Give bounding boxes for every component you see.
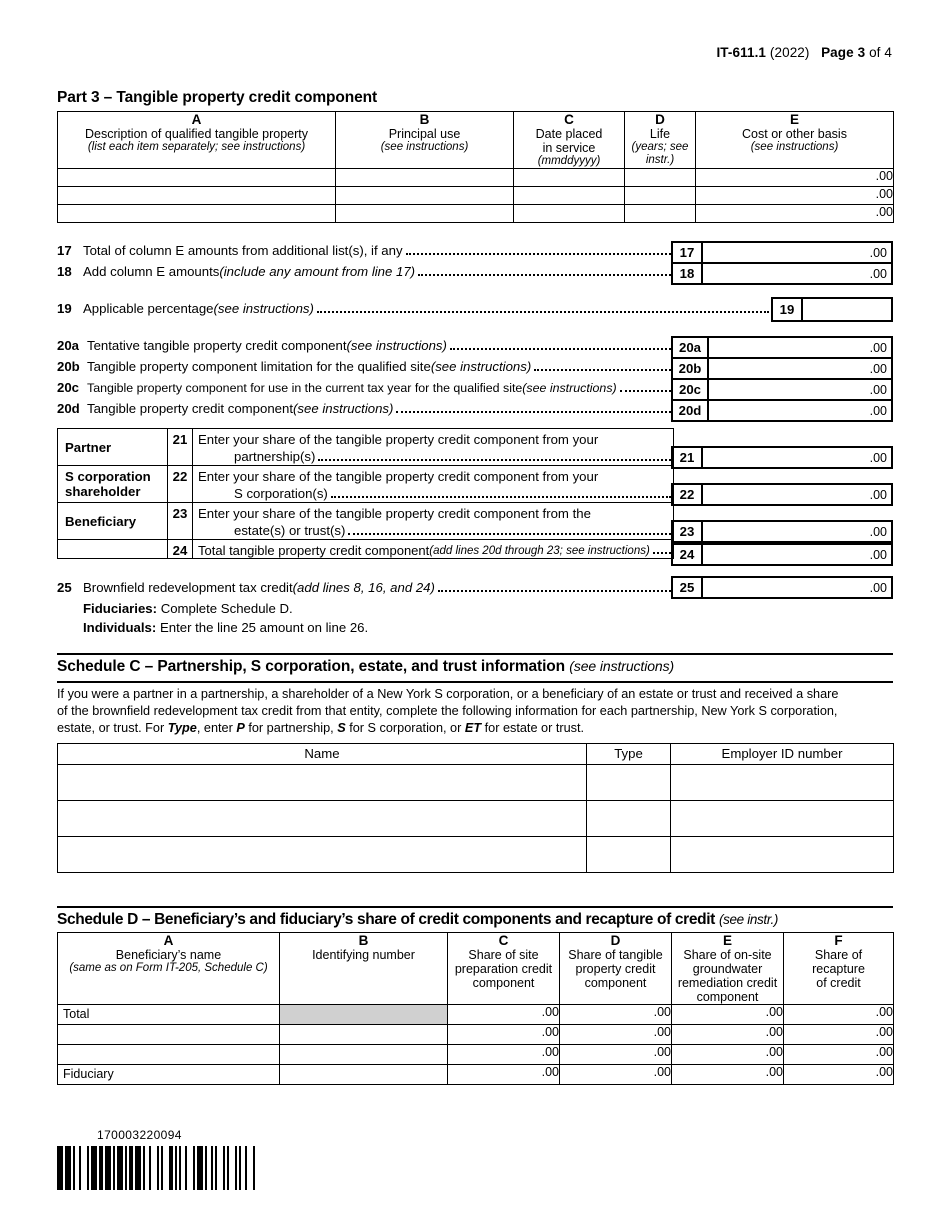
schedule-c-title-text: Schedule C – Partnership, S corporation, estate, and trust information [57,658,566,675]
line-25-tag: 25 [673,578,703,597]
schedule-d-header-row [58,933,894,1005]
col-letter-a: A [191,112,202,127]
col-header-e [696,112,894,169]
col-name-c-line2: in service [542,141,596,156]
sd-col-letter-f: F [834,933,843,948]
share-desc-21-line2: partnership(s) [234,449,316,465]
part3-title: Part 3 – Tangible property credit component [57,89,378,106]
cell-entity-name[interactable] [58,837,587,873]
intro-3d: for S corporation, or [345,721,465,736]
line-24-italic: (add lines 20d through 23; see instructions) [429,545,650,558]
individuals-label: Individuals: [83,620,157,635]
line-19-number: 19 [57,301,72,317]
line-20d-row [57,402,673,417]
share-row-beneficiary [58,503,674,540]
cell-date-placed[interactable] [514,186,625,204]
page-header [716,45,892,60]
share-number-22: 22 [168,466,193,503]
line-20b-value[interactable]: .00 [869,362,887,376]
line-20a-italic: (see instructions) [346,338,447,354]
sd-col-header-a [58,933,280,1005]
dot-leader [317,302,769,313]
sd-col-name-b: Identifying number [312,948,415,963]
sd-col-header-c [448,933,560,1005]
schedule-c-title [57,658,674,676]
sd-col-letter-d: D [610,933,621,948]
line-25-text: Brownfield redevelopment tax credit [83,580,293,596]
share-row-partner [58,429,674,466]
col-sub-d: (years; see instr.) [631,141,689,166]
line-19-text: Applicable percentage [83,301,214,317]
line-25-italic: (add lines 8, 16, and 24) [292,580,435,596]
schedule-c-divider [57,653,893,655]
individuals-text: Enter the line 25 amount on line 26. [156,620,369,635]
line-18-tag: 18 [673,264,703,283]
schedule-c-col-ein: Employer ID number [671,744,894,765]
sd-col-c-line3: component [472,976,535,991]
line-20c-box[interactable] [671,378,893,401]
cell-cost-basis[interactable]: .00 [696,168,894,186]
cell-entity-name[interactable] [58,801,587,837]
part3-property-table [57,111,894,223]
col-name-d: Life [649,127,671,142]
line-25-value[interactable]: .00 [869,581,887,595]
cell-entity-name[interactable] [58,765,587,801]
line-25-row [57,581,673,596]
share-label-scorp-line2: shareholder [65,484,141,499]
dot-leader [418,265,671,276]
schedule-c-title-italic: (see instructions) [569,658,675,674]
intro-3e: for estate or trust. [481,721,585,736]
intro-3b: , enter [196,721,237,736]
line-20d-box[interactable] [671,399,893,422]
schedule-c-underline [57,681,893,683]
line-22-value[interactable]: .00 [869,488,887,502]
sd-col-e-line2: groundwater [692,962,763,977]
line-18-value[interactable]: .00 [869,267,887,281]
line-20d-text: Tangible property credit component [87,401,293,417]
fiduciaries-label: Fiduciaries: [83,601,158,616]
dot-leader [318,450,671,461]
sd-cell-f[interactable]: .00 [784,1045,894,1065]
line-24-box[interactable] [671,543,893,566]
line-24-value[interactable]: .00 [869,548,887,562]
cell-principal-use[interactable] [336,204,514,222]
share-number-24: 24 [168,540,193,559]
sd-col-c-line1: Share of site [468,948,539,963]
cell-principal-use[interactable] [336,186,514,204]
line-17-number: 17 [57,243,72,259]
col-letter-d: D [655,112,665,127]
sd-cell-name[interactable]: Fiduciary [58,1065,280,1085]
line-21-box[interactable] [671,446,893,469]
cell-life[interactable] [625,168,696,186]
col-sub-e: (see instructions) [750,141,839,154]
line-18-italic: (include any amount from line 17) [219,264,416,280]
share-label-partner-text: Partner [65,439,112,455]
share-label-beneficiary [58,503,168,540]
cell-entity-ein[interactable] [671,801,894,837]
cell-description[interactable] [58,168,336,186]
sd-col-e-line4: component [696,990,759,1005]
intro-line-2: of the brownfield redevelopment tax credit from that entity, complete the following information for each partnership, New York S corporation, [57,704,838,719]
line-23-box[interactable] [671,520,893,543]
schedule-d-title-text: Schedule D – Beneficiary’s and fiduciary’s share of credit components and recapture of credit [57,911,715,928]
intro-3-s: S [337,721,346,736]
sd-col-f-line3: of credit [816,976,861,991]
sd-col-header-f [784,933,894,1005]
page-label: Page [821,45,854,60]
line-20b-text: Tangible property component limitation for the qualified site [87,359,431,375]
table-header-row [58,112,894,169]
cell-date-placed[interactable] [514,168,625,186]
sd-cell-f[interactable]: .00 [784,1065,894,1085]
cell-entity-type[interactable] [587,765,671,801]
line-20c-tag: 20c [673,380,709,399]
cell-principal-use[interactable] [336,168,514,186]
table-row [58,1045,894,1065]
share-desc-22-line2: S corporation(s) [234,486,328,502]
schedule-c-table [57,743,894,873]
dot-leader [331,487,671,498]
barcode-number: 170003220094 [97,1128,182,1142]
sd-col-e-line1: Share of on-site [683,948,772,963]
sd-cell-c[interactable]: .00 [448,1045,560,1065]
line-20a-row [57,339,673,354]
col-letter-c: C [564,112,574,127]
schedule-c-col-name: Name [58,744,587,765]
sd-cell-d[interactable]: .00 [560,1045,672,1065]
share-label-partner [58,429,168,466]
sd-col-d-line2: property credit [575,962,656,977]
dot-leader [620,381,671,392]
form-year: (2022) [769,45,810,60]
line-18-box[interactable] [671,262,893,285]
cell-description[interactable] [58,186,336,204]
line-17-box[interactable] [671,241,893,264]
share-block-table [57,428,674,559]
line-20d-tag: 20d [673,401,709,420]
col-name-c-line1: Date placed [535,127,603,142]
col-name-e: Cost or other basis [742,127,847,142]
share-label-scorp [58,466,168,503]
fiduciaries-note [83,601,293,616]
line-19-value[interactable] [803,299,891,320]
cell-description[interactable] [58,204,336,222]
line-20d-italic: (see instructions) [293,401,394,417]
share-row-scorp [58,466,674,503]
schedule-d-divider [57,906,893,908]
dot-leader [534,360,671,371]
share-desc-21-line1: Enter your share of the tangible property credit component from your [198,432,599,447]
share-desc-23-line2: estate(s) or trust(s) [234,523,346,539]
line-19-row [57,302,771,317]
table-row [58,1005,894,1025]
line-17-value[interactable]: .00 [869,246,887,260]
barcode [57,1146,259,1190]
sd-cell-d[interactable]: .00 [560,1005,672,1025]
line-20b-box[interactable] [671,357,893,380]
page-of: of 4 [869,45,892,60]
schedule-c-col-type: Type [587,744,671,765]
sd-col-letter-c: C [498,933,509,948]
intro-3-type: Type [167,721,197,736]
cell-date-placed[interactable] [514,204,625,222]
col-header-a [58,112,336,169]
sd-col-e-line3: remediation credit [677,976,778,991]
sd-col-f-line2: recapture [812,962,865,977]
col-header-c [514,112,625,169]
sd-cell-c[interactable]: .00 [448,1005,560,1025]
line-20a-number: 20a [57,338,80,354]
line-24-text: Total tangible property credit component [198,542,430,558]
schedule-d-table [57,932,894,1085]
line-20d-value[interactable]: .00 [869,404,887,418]
intro-3c: for partnership, [244,721,338,736]
dot-leader [396,402,671,413]
col-letter-b: B [419,112,430,127]
line-18-text: Add column E amounts [83,264,220,280]
cell-entity-ein[interactable] [671,837,894,873]
intro-line-3 [57,720,838,737]
cell-entity-type[interactable] [587,837,671,873]
sd-col-c-line2: preparation credit [454,962,553,977]
share-label-empty [58,540,168,559]
cell-cost-basis[interactable]: .00 [696,204,894,222]
line-21-tag: 21 [673,448,703,467]
schedule-d-title [57,911,778,929]
col-letter-e: E [789,112,799,127]
line-23-value[interactable]: .00 [869,525,887,539]
share-label-scorp-line1: S corporation [65,469,151,484]
individuals-note [83,620,368,635]
share-desc-21 [193,429,674,466]
line-19-tag: 19 [773,299,803,320]
col-header-d [625,112,696,169]
share-desc-23 [193,503,674,540]
table-row [58,1025,894,1045]
fiduciaries-text: Complete Schedule D. [157,601,293,616]
line-22-tag: 22 [673,485,703,504]
line-20b-italic: (see instructions) [430,359,532,375]
line-20a-tag: 20a [673,338,709,357]
share-desc-22 [193,466,674,503]
line-19-italic: (see instructions) [213,301,314,317]
cell-entity-type[interactable] [587,801,671,837]
sd-col-sub-a: (same as on Form IT-205, Schedule C) [69,962,268,975]
line-25-number: 25 [57,580,72,596]
sd-cell-c[interactable]: .00 [448,1065,560,1085]
cell-life[interactable] [625,204,696,222]
table-row [58,837,894,873]
col-sub-b: (see instructions) [380,141,469,154]
sd-cell-identifying-number [280,1005,448,1025]
dot-leader [406,244,671,255]
line-20b-number: 20b [57,359,80,375]
line-24-tag: 24 [673,545,703,564]
sd-cell-e[interactable]: .00 [672,1065,784,1085]
schedule-c-header-row [58,744,894,765]
schedule-d-title-italic: (see instr.) [718,912,779,927]
line-17-row [57,244,673,259]
line-18-number: 18 [57,264,72,280]
line-20a-value[interactable]: .00 [869,341,887,355]
dot-leader [438,581,671,592]
table-row [58,801,894,837]
sd-cell-identifying-number[interactable] [280,1045,448,1065]
page-number: 3 [857,45,866,60]
share-desc-23-line1: Enter your share of the tangible property credit component from the [198,506,591,521]
sd-cell-name[interactable] [58,1025,280,1045]
sd-cell-d[interactable]: .00 [560,1025,672,1045]
cell-cost-basis[interactable]: .00 [696,186,894,204]
line-17-text: Total of column E amounts from additional list(s), if any [83,243,403,259]
intro-3a: estate, or trust. For [57,721,168,736]
sd-col-d-line1: Share of tangible [568,948,663,963]
table-row [58,1065,894,1085]
line-23-tag: 23 [673,522,703,541]
line-20b-tag: 20b [673,359,709,378]
sd-col-d-line3: component [584,976,647,991]
sd-cell-e[interactable]: .00 [672,1005,784,1025]
intro-3-p: P [236,721,245,736]
line-20c-row [57,381,673,396]
sd-col-header-d [560,933,672,1005]
line-19-box[interactable] [771,297,893,322]
line-20b-row [57,360,673,375]
sd-cell-identifying-number[interactable] [280,1025,448,1045]
sd-col-f-line1: Share of [814,948,863,963]
sd-col-header-b [280,933,448,1005]
line-22-box[interactable] [671,483,893,506]
table-row [58,186,894,204]
sd-cell-identifying-number[interactable] [280,1065,448,1085]
intro-line-1: If you were a partner in a partnership, a shareholder of a New York S corporation, or a beneficiary of an estate or trust and received a share [57,687,839,701]
schedule-c-intro [57,686,838,737]
line-20c-italic: (see instructions) [522,381,617,396]
col-sub-c: (mmddyyyy) [537,155,601,168]
sd-cell-e[interactable]: .00 [672,1025,784,1045]
dot-leader [348,524,671,535]
sd-cell-d[interactable]: .00 [560,1065,672,1085]
share-row-total [58,540,674,559]
col-name-a: Description of qualified tangible property [84,127,309,142]
share-number-23: 23 [168,503,193,540]
table-row [58,765,894,801]
line-20c-number: 20c [57,380,80,396]
line-20d-number: 20d [57,401,80,417]
sd-cell-name[interactable]: Total [58,1005,280,1025]
col-sub-a: (list each item separately; see instructions) [87,141,306,154]
col-name-b: Principal use [388,127,461,142]
sd-col-letter-b: B [358,933,369,948]
sd-cell-f[interactable]: .00 [784,1005,894,1025]
line-21-value[interactable]: .00 [869,451,887,465]
line-20c-text: Tangible property component for use in the current tax year for the qualified site [87,381,523,396]
cell-life[interactable] [625,186,696,204]
share-desc-22-line1: Enter your share of the tangible property credit component from your [198,469,599,484]
table-row [58,204,894,222]
sd-col-letter-e: E [722,933,732,948]
sd-cell-f[interactable]: .00 [784,1025,894,1045]
table-row [58,168,894,186]
sd-cell-e[interactable]: .00 [672,1045,784,1065]
sd-cell-c[interactable]: .00 [448,1025,560,1045]
line-20a-text: Tentative tangible property credit component [87,338,347,354]
sd-col-header-e [672,933,784,1005]
line-20c-value[interactable]: .00 [869,383,887,397]
sd-col-letter-a: A [163,933,174,948]
barcode-bar [255,1146,259,1190]
sd-cell-name[interactable] [58,1045,280,1065]
line-18-row [57,265,673,280]
col-header-b [336,112,514,169]
line-17-tag: 17 [673,243,703,262]
form-id: IT-611.1 [716,45,767,60]
line-25-box[interactable] [671,576,893,599]
dot-leader [450,339,671,350]
cell-entity-ein[interactable] [671,765,894,801]
share-label-beneficiary-text: Beneficiary [65,513,137,529]
intro-3-et: ET [464,721,482,736]
share-desc-24 [193,540,674,559]
share-number-21: 21 [168,429,193,466]
dot-leader [653,543,671,554]
line-20a-box[interactable] [671,336,893,359]
sd-col-name-a: Beneficiary’s name [115,948,222,963]
